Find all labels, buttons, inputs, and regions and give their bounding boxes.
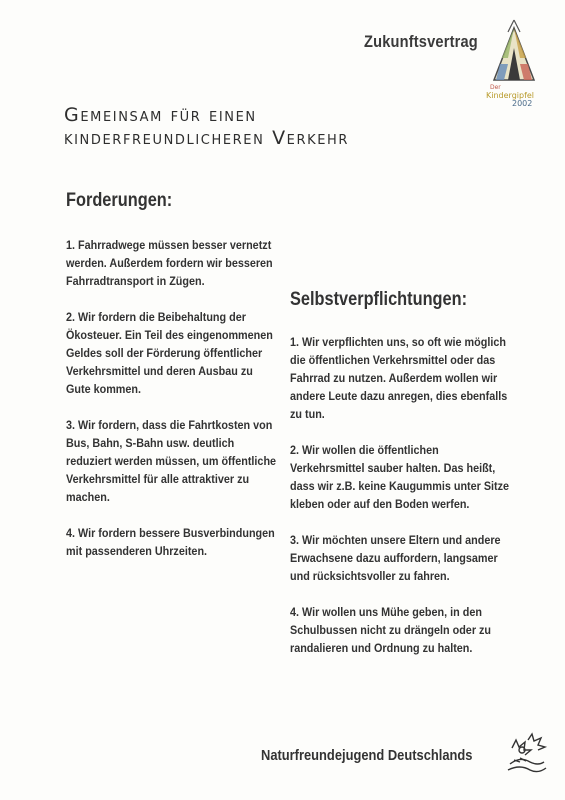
commitments-heading: Selbstverpflichtungen: (290, 289, 468, 310)
logo-year: 2002 (512, 99, 533, 108)
commitment-item: 2. Wir wollen die öffentlichen Verkehrsmittel sauber halten. Das heißt, dass wir z.B. keine Kaugummis unter Sitze kleben oder auf den Boden werfen. (290, 443, 510, 511)
logo-small-word: Der (490, 84, 501, 91)
demands-heading: Forderungen: (66, 190, 173, 211)
commitment-item: 1. Wir verpflichten uns, so oft wie möglich die öffentlichen Verkehrsmittel oder das Fahrrad zu nutzen. Außerdem wollen wir andere Leute dazu anregen, dies ebenfalls zu tun. (290, 335, 508, 421)
headline-line-2: kinderfreundlicheren Verkehr (64, 127, 350, 149)
demand-item: 3. Wir fordern, dass die Fahrtkosten von Bus, Bahn, S-Bahn usw. deutlich reduziert werden müssen, um öffentliche Verkehrsmittel für alle attraktiver zu machen. (66, 418, 277, 504)
demand-item: 4. Wir fordern bessere Busverbindungen mit passenderen Uhrzeiten. (66, 526, 275, 558)
commitment-item: 3. Wir möchten unsere Eltern und andere Erwachsene dazu auffordern, langsamer und rücksichtsvoller zu fahren. (290, 533, 501, 583)
commitments-list (290, 333, 537, 675)
logo-name: Kindergipfel (486, 91, 535, 100)
commitment-item: 4. Wir wollen uns Mühe geben, in den Schulbussen nicht zu drängeln oder zu randalieren und Ordnung zu halten. (290, 605, 492, 655)
organization-name: Naturfreundejugend Deutschlands (261, 747, 473, 764)
headline-line-1: Gemeinsam für einen (64, 104, 257, 126)
tipi-icon (488, 18, 540, 88)
page-headline (64, 104, 349, 150)
demand-item: 2. Wir fordern die Beibehaltung der Ökosteuer. Ein Teil des eingenommenen Geldes soll der Förderung öffentlicher Verkehrsmittel und deren Ausbau zu Gute kommen. (66, 310, 273, 396)
document-type-title: Zukunftsvertrag (364, 32, 478, 51)
naturfreunde-flower-hands-icon (502, 730, 550, 778)
demands-list (66, 236, 302, 578)
demand-item: 1. Fahrradwege müssen besser vernetzt werden. Außerdem fordern wir besseren Fahrradtransport in Zügen. (66, 238, 273, 288)
kindergipfel-logo (486, 84, 546, 108)
